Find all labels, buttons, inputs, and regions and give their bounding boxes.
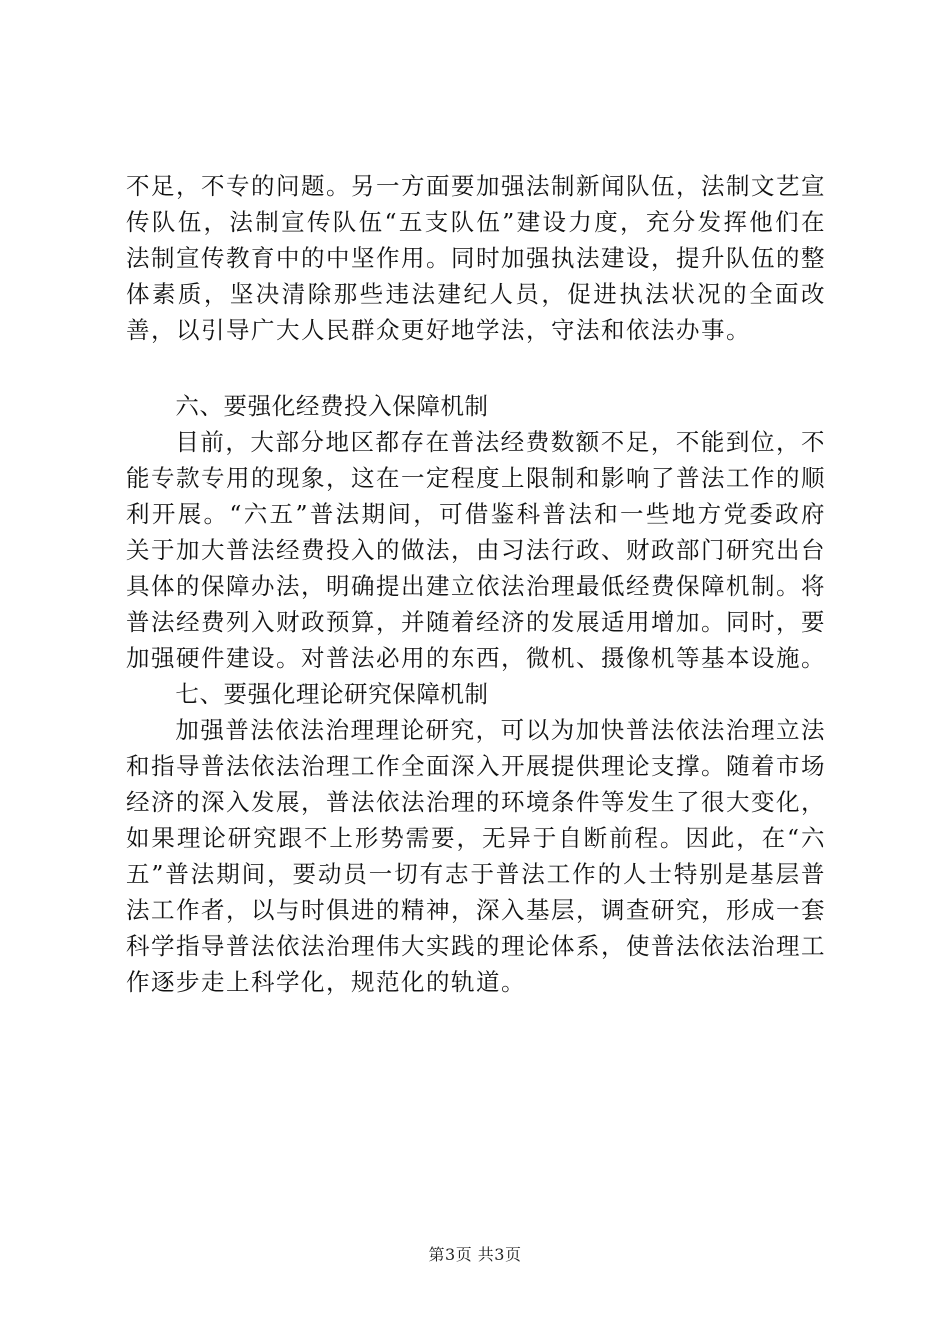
paragraph-continuation: 不足，不专的问题。另一方面要加强法制新闻队伍，法制文艺宣传队伍，法制宣传队伍“五支队伍”建设力度，充分发挥他们在法制宣传教育中的中坚作用。同时加强执法建设，提升队伍的整体素质，坚决清除那些违法建纪人员，促进执法状况的全面改善，以引导广大人民群众更好地学法，守法和依法办事。	[126, 172, 826, 344]
section-heading-6: 六、要强化经费投入保障机制	[175, 392, 489, 420]
section-heading-7: 七、要强化理论研究保障机制	[175, 680, 489, 708]
page-number-footer: 第3页 共3页	[428, 1245, 522, 1264]
document-body	[126, 168, 826, 1000]
paragraph-section-6: 目前，大部分地区都存在普法经费数额不足，不能到位，不能专款专用的现象，这在一定程度上限制和影响了普法工作的顺利开展。“六五”普法期间，可借鉴科普法和一些地方党委政府关于加大普法经费投入的做法，由习法行政、财政部门研究出台具体的保障办法，明确提出建立依法治理最低经费保障机制。将普法经费列入财政预算，并随着经济的发展适用增加。同时，要加强硬件建设。对普法必用的东西，微机、摄像机等基本设施。	[126, 428, 826, 672]
paragraph-section-7: 加强普法依法治理理论研究，可以为加快普法依法治理立法和指导普法依法治理工作全面深入开展提供理论支撑。随着市场经济的深入发展，普法依法治理的环境条件等发生了很大变化，如果理论研究跟不上形势需要，无异于自断前程。因此，在“六五”普法期间，要动员一切有志于普法工作的人士特别是基层普法工作者，以与时俱进的精神，深入基层，调查研究，形成一套科学指导普法依法治理伟大实践的理论体系，使普法依法治理工作逐步走上科学化，规范化的轨道。	[126, 716, 826, 996]
paragraph-gap	[126, 348, 826, 388]
